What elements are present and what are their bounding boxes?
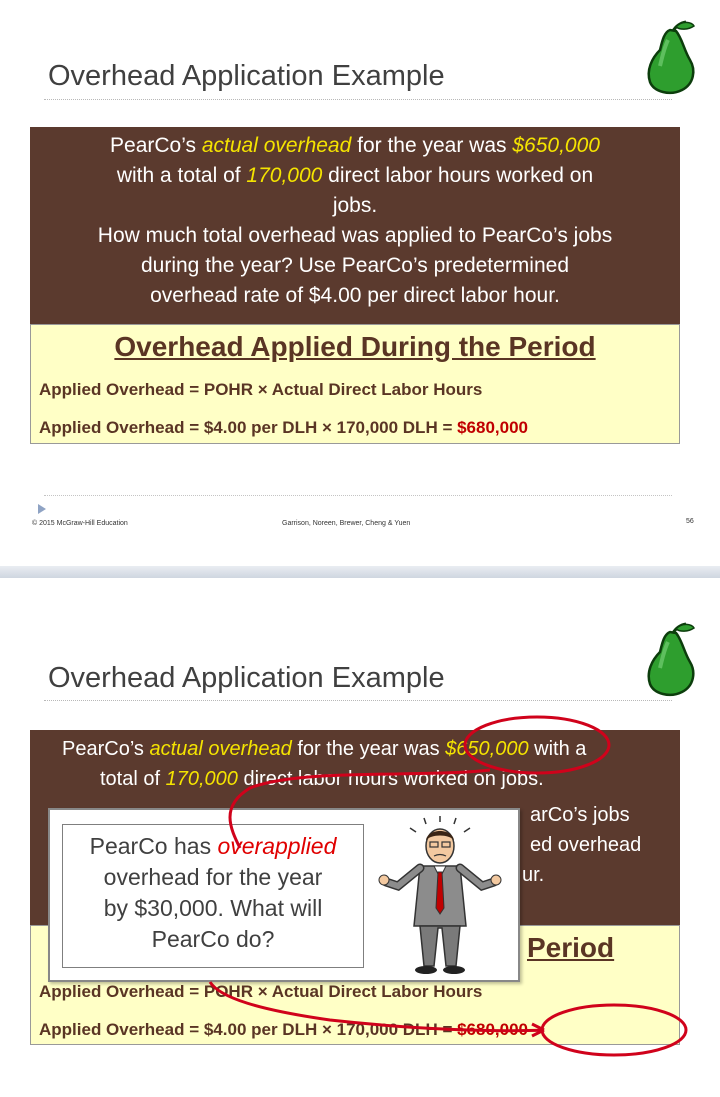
footer-authors: Garrison, Noreen, Brewer, Cheng & Yuen (282, 520, 411, 527)
line-3-partial: arCo’s jobs (530, 804, 630, 826)
formula-general: Applied Overhead = POHR × Actual Direct Labor Hours (39, 982, 483, 1001)
formula-general: Applied Overhead = POHR × Actual Direct Labor Hours (39, 380, 483, 399)
slide-separator (0, 566, 720, 578)
applied-total: $680,000 (457, 418, 528, 437)
callout-text-box (62, 824, 364, 968)
question-line-3: overhead rate of $4.00 per direct labor hour. (150, 284, 560, 307)
title-divider (44, 99, 672, 100)
formula-computed: Applied Overhead = $4.00 per DLH × 170,000 DLH = $680,000 (39, 418, 528, 437)
line-2: total of 170,000 direct labor hours worked on jobs. (100, 768, 544, 790)
question-line-1: How much total overhead was applied to PearCo’s jobs (97, 224, 613, 247)
callout-line-2: overhead for the year (103, 864, 323, 890)
line-5-partial: ur. (522, 864, 545, 886)
footer-divider (44, 495, 672, 496)
box-title: Overhead Applied During the Period (114, 331, 596, 362)
overapplied-callout (48, 808, 520, 982)
slide-57 (0, 578, 720, 1097)
box-title-partial: Period (527, 932, 615, 963)
line-1: PearCo’s actual overhead for the year was $650,000 with a (62, 738, 587, 760)
pear-logo-icon (640, 620, 700, 698)
intro-line-3: jobs. (332, 194, 378, 217)
footer-copyright: © 2015 McGraw-Hill Education (32, 520, 128, 527)
callout-line-3: by $30,000. What will (103, 895, 323, 921)
intro-line-2: with a total of 170,000 direct labor hours worked on (116, 164, 594, 187)
footer-arrow-icon (38, 504, 46, 514)
intro-line-1: PearCo’s actual overhead for the year was $650,000 (110, 134, 600, 157)
callout-line-1: PearCo has overapplied (89, 833, 337, 859)
page-number: 56 (686, 518, 694, 525)
formula-computed: Applied Overhead = $4.00 per DLH × 170,000 DLH = $680,000 (39, 1020, 528, 1039)
applied-overhead-box (30, 324, 680, 444)
confused-businessman-icon (376, 816, 506, 978)
problem-statement-box (30, 127, 680, 324)
slide-title: Overhead Application Example (48, 662, 445, 694)
title-divider (44, 700, 672, 701)
pear-logo-icon (640, 18, 700, 96)
callout-line-4: PearCo do? (151, 926, 275, 952)
slide-title: Overhead Application Example (48, 60, 445, 92)
line-4-partial: ed overhead (530, 834, 642, 856)
applied-total: $680,000 (457, 1020, 528, 1039)
question-line-2: during the year? Use PearCo’s predetermined (140, 254, 570, 277)
